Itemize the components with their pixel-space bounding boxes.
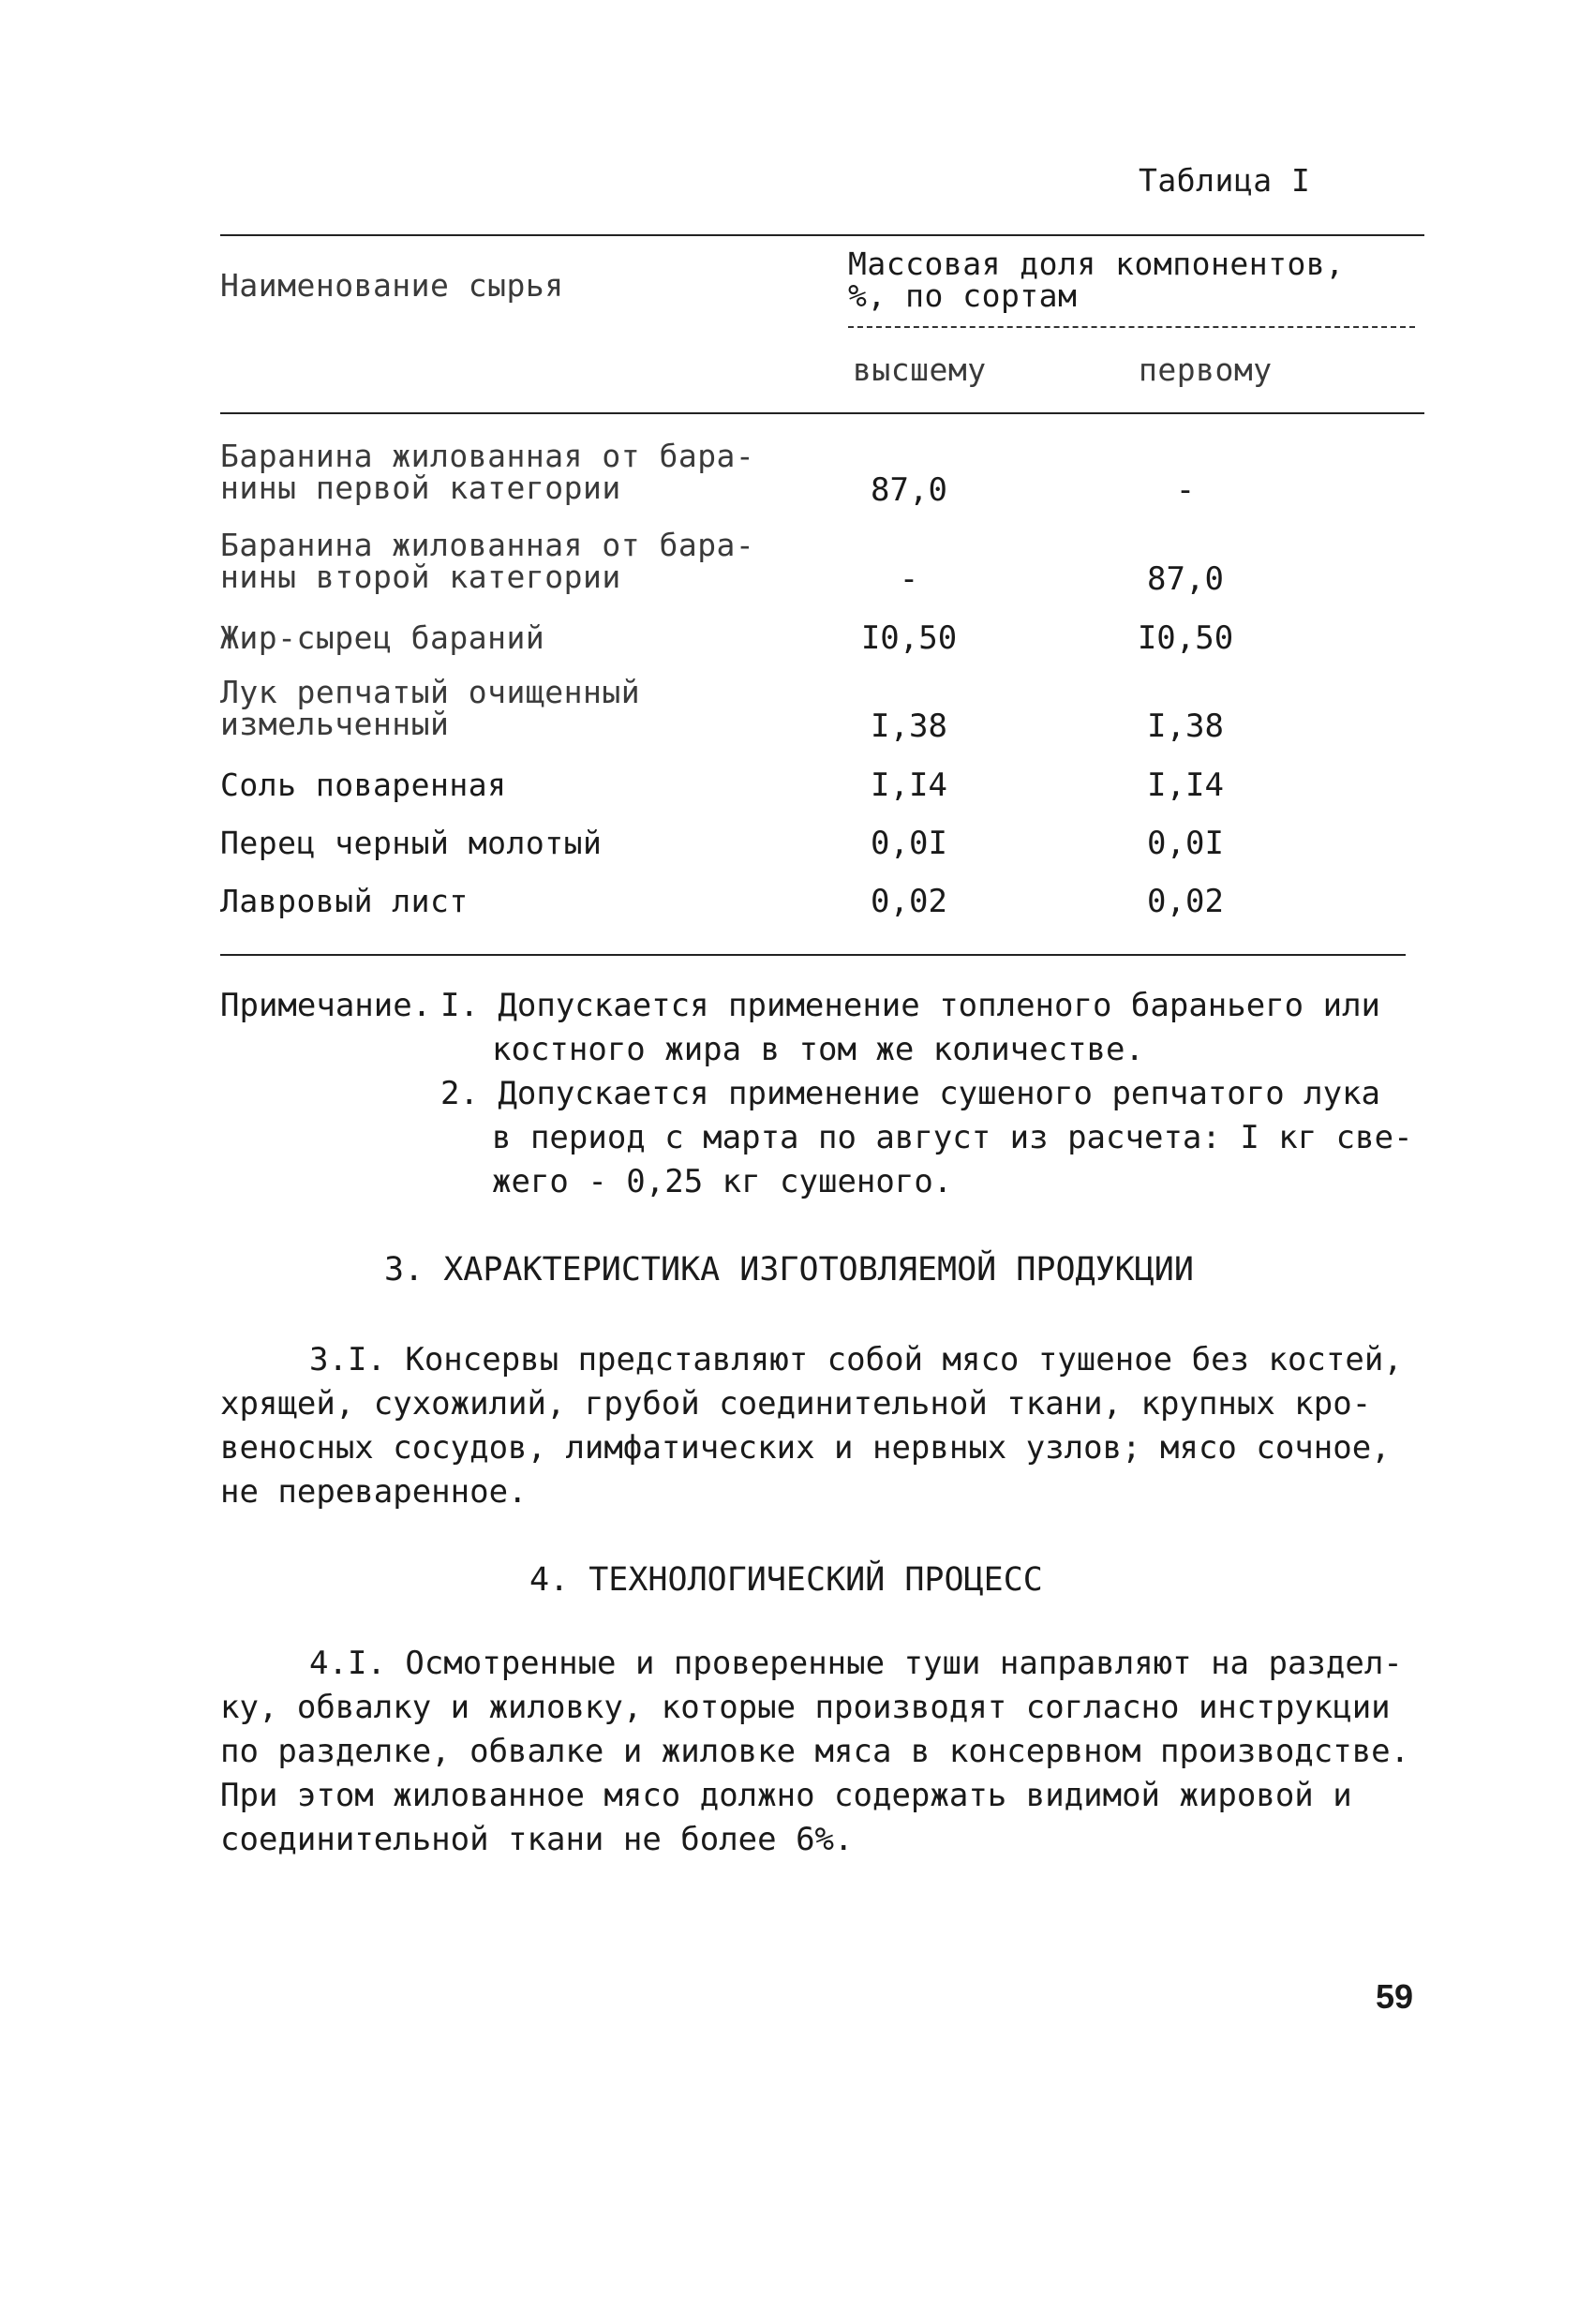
section3-line: не переваренное.: [220, 1473, 528, 1511]
header-mass-column: [848, 248, 1345, 312]
note-item2-line2: в период с марта по август из расчета: I кг све-: [492, 1119, 1413, 1156]
note-item2-line3: жего - 0,25 кг сушеного.: [492, 1163, 953, 1200]
row-value-highest: 87,0: [871, 471, 947, 509]
row-value-first: I0,50: [1137, 619, 1234, 657]
section4-heading: 4. ТЕХНОЛОГИЧЕСКИЙ ПРОЦЕСС: [529, 1561, 1043, 1599]
section4-line: При этом жилованное мясо должно содержать видимой жировой и: [220, 1777, 1352, 1814]
row-value-highest: 0,02: [871, 883, 947, 920]
section3-line: 3.I. Консервы представляют собой мясо тушеное без костей,: [309, 1341, 1403, 1378]
section4-line: 4.I. Осмотренные и проверенные туши направляют на раздел-: [309, 1645, 1403, 1682]
section4-line: ку, обвалку и жиловку, которые производят согласно инструкции: [220, 1689, 1391, 1726]
section4-line: соединительной ткани не более 6%.: [220, 1821, 854, 1858]
row-value-first: 0,02: [1147, 883, 1224, 920]
section3-line: веносных сосудов, лимфатических и нервных узлов; мясо сочное,: [220, 1429, 1391, 1467]
note-item1-line1: I. Допускается применение топленого бараньего или: [440, 987, 1381, 1024]
note-item2-line1: 2. Допускается применение сушеного репчатого лука: [440, 1075, 1381, 1112]
header-name-column: Наименование сырья: [220, 267, 564, 304]
header-grade-highest: высшему: [853, 351, 987, 388]
section3-heading: 3. ХАРАКТЕРИСТИКА ИЗГОТОВЛЯЕМОЙ ПРОДУКЦИИ: [384, 1251, 1194, 1289]
page-number: 59: [1376, 1977, 1414, 2016]
table-row: [220, 440, 754, 504]
row-value-first: 0,0I: [1147, 825, 1224, 862]
section4-line: по разделке, обвалке и жиловке мяса в консервном производстве.: [220, 1733, 1410, 1770]
section3-line: хрящей, сухожилий, грубой соединительной ткани, крупных кро-: [220, 1385, 1372, 1423]
row-name-line1: Баранина жилованная от бара-: [220, 438, 755, 474]
row-name: Перец черный молотый: [220, 825, 603, 861]
table-top-rule: [220, 234, 1424, 236]
row-value-highest: I0,50: [860, 619, 958, 657]
note-item1-line2: костного жира в том же количестве.: [492, 1031, 1144, 1068]
row-value-highest: I,I4: [871, 767, 947, 804]
row-name-line1: Баранина жилованная от бара-: [220, 527, 755, 563]
header-bottom-rule: [220, 412, 1424, 414]
table-row: [220, 674, 641, 742]
row-name: Жир-сырец бараний: [220, 619, 545, 656]
header-mass-line2: %, по сортам: [848, 277, 1078, 314]
header-mass-line1: Массовая доля компонентов,: [848, 246, 1345, 282]
note-label: Примечание.: [220, 987, 432, 1024]
row-value-first: -: [1175, 471, 1196, 509]
row-name-line2: нины первой категории: [220, 469, 621, 506]
row-name-line2: измельченный: [220, 706, 450, 742]
table-bottom-rule: [220, 954, 1406, 956]
header-dashed-rule: [848, 326, 1415, 328]
header-grade-first: первому: [1139, 351, 1273, 388]
row-value-first: I,38: [1147, 708, 1224, 745]
table-row: [220, 529, 754, 593]
table-caption: Таблица I: [1139, 162, 1311, 199]
row-value-highest: -: [899, 560, 919, 598]
row-name-line2: нины второй категории: [220, 559, 621, 595]
row-name-line1: Лук репчатый очищенный: [220, 674, 641, 710]
row-value-highest: 0,0I: [871, 825, 947, 862]
row-name: Лавровый лист: [220, 883, 469, 919]
row-name: Соль поваренная: [220, 767, 507, 803]
row-value-first: 87,0: [1147, 560, 1224, 598]
row-value-first: I,I4: [1147, 767, 1224, 804]
row-value-highest: I,38: [871, 708, 947, 745]
